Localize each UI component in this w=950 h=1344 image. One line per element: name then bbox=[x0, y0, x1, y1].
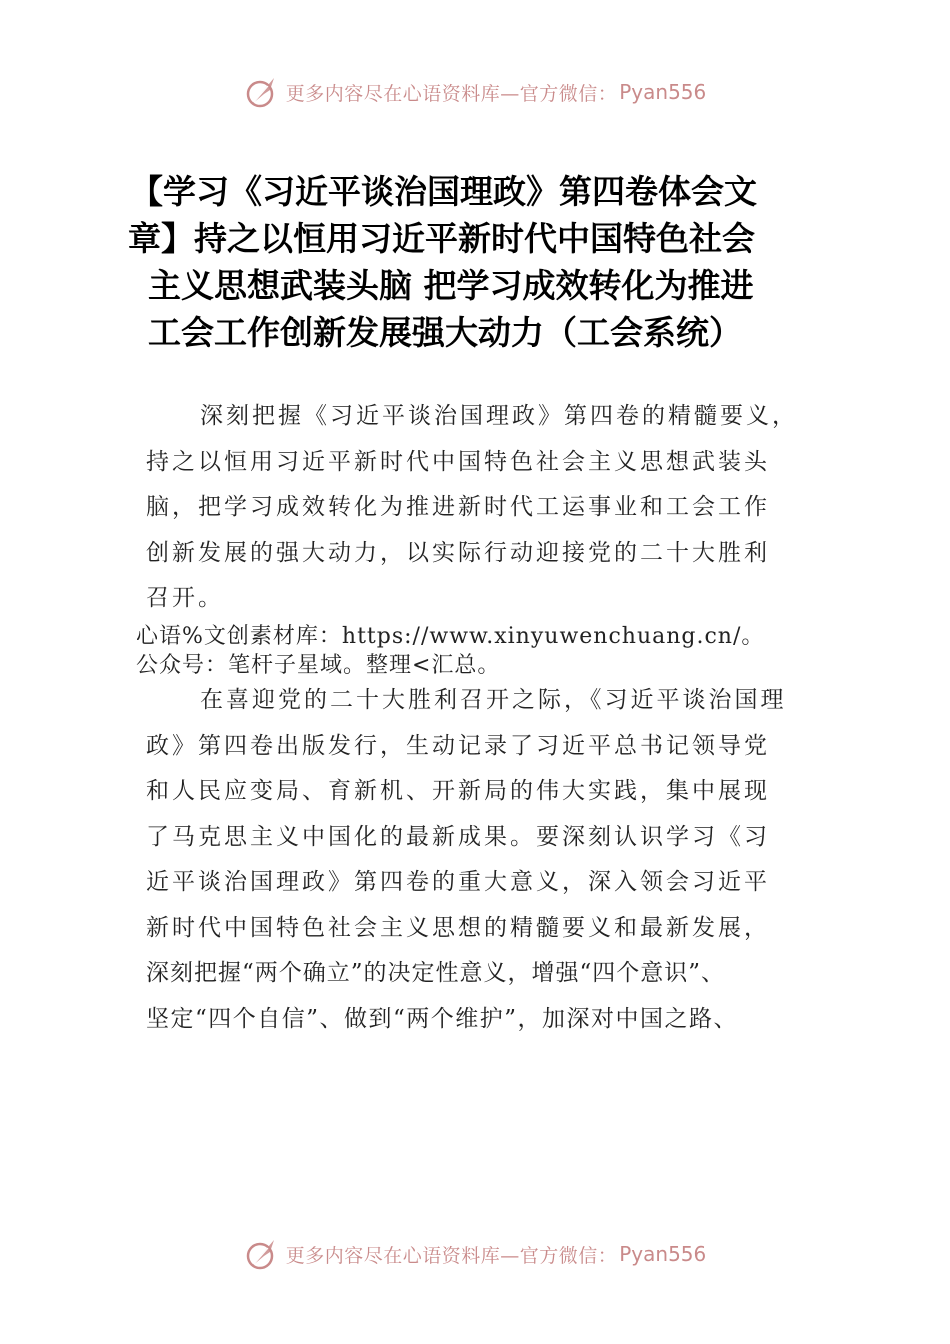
banner-text: 更多内容尽在心语资料库—官方微信： bbox=[285, 1244, 618, 1267]
paragraph-line: 政》第四卷出版发行，生动记录了习近平总书记领导党 bbox=[146, 732, 770, 759]
paragraph-line: 召开。 bbox=[146, 585, 224, 611]
paragraph-line: 了马克思主义中国化的最新成果。要深刻认识学习《习 bbox=[146, 823, 770, 850]
paragraph-1 bbox=[146, 394, 811, 622]
source-note-line: 心语%文创素材库：https://www.xinyuwenchuang.cn/。 bbox=[136, 624, 765, 649]
footer-banner bbox=[0, 1234, 950, 1274]
title-line: 工会工作创新发展强大动力（工会系统） bbox=[148, 313, 742, 352]
paragraph-line: 在喜迎党的二十大胜利召开之际，《习近平谈治国理 bbox=[200, 687, 787, 713]
title-line: 【学习《习近平谈治国理政》第四卷体会文 bbox=[130, 172, 757, 211]
title-line: 章】持之以恒用习近平新时代中国特色社会 bbox=[128, 219, 755, 258]
paragraph-line: 坚定“四个自信”、做到“两个维护”，加深对中国之路、 bbox=[146, 1005, 739, 1032]
paragraph-line: 脑，把学习成效转化为推进新时代工运事业和工会工作 bbox=[146, 494, 770, 520]
source-note bbox=[136, 622, 764, 680]
quill-logo-icon bbox=[244, 74, 280, 110]
paragraph-line: 和人民应变局、育新机、开新局的伟大实践，集中展现 bbox=[146, 778, 770, 804]
banner-wechat-id: Pyan556 bbox=[619, 1242, 707, 1266]
paragraph-line: 持之以恒用习近平新时代中国特色社会主义思想武装头 bbox=[146, 448, 770, 475]
banner-wechat-id: Pyan556 bbox=[619, 80, 707, 104]
paragraph-line: 近平谈治国理政》第四卷的重大意义，深入领会习近平 bbox=[146, 869, 770, 895]
document-title bbox=[130, 168, 820, 356]
paragraph-line: 深刻把握“两个确立”的决定性意义，增强“四个意识”、 bbox=[146, 960, 726, 986]
paragraph-line: 创新发展的强大动力，以实际行动迎接党的二十大胜利 bbox=[146, 539, 770, 566]
paragraph-2 bbox=[146, 678, 811, 1042]
quill-logo-icon bbox=[244, 1236, 280, 1272]
banner-text: 更多内容尽在心语资料库—官方微信： bbox=[285, 82, 618, 105]
title-line: 主义思想武装头脑 把学习成效转化为推进 bbox=[148, 266, 754, 305]
header-banner bbox=[0, 72, 950, 112]
paragraph-line: 新时代中国特色社会主义思想的精髓要义和最新发展， bbox=[146, 914, 770, 941]
source-note-line: 公众号：笔杆子星域。整理<汇总。 bbox=[136, 653, 501, 678]
paragraph-line: 深刻把握《习近平谈治国理政》第四卷的精髓要义， bbox=[200, 403, 798, 429]
